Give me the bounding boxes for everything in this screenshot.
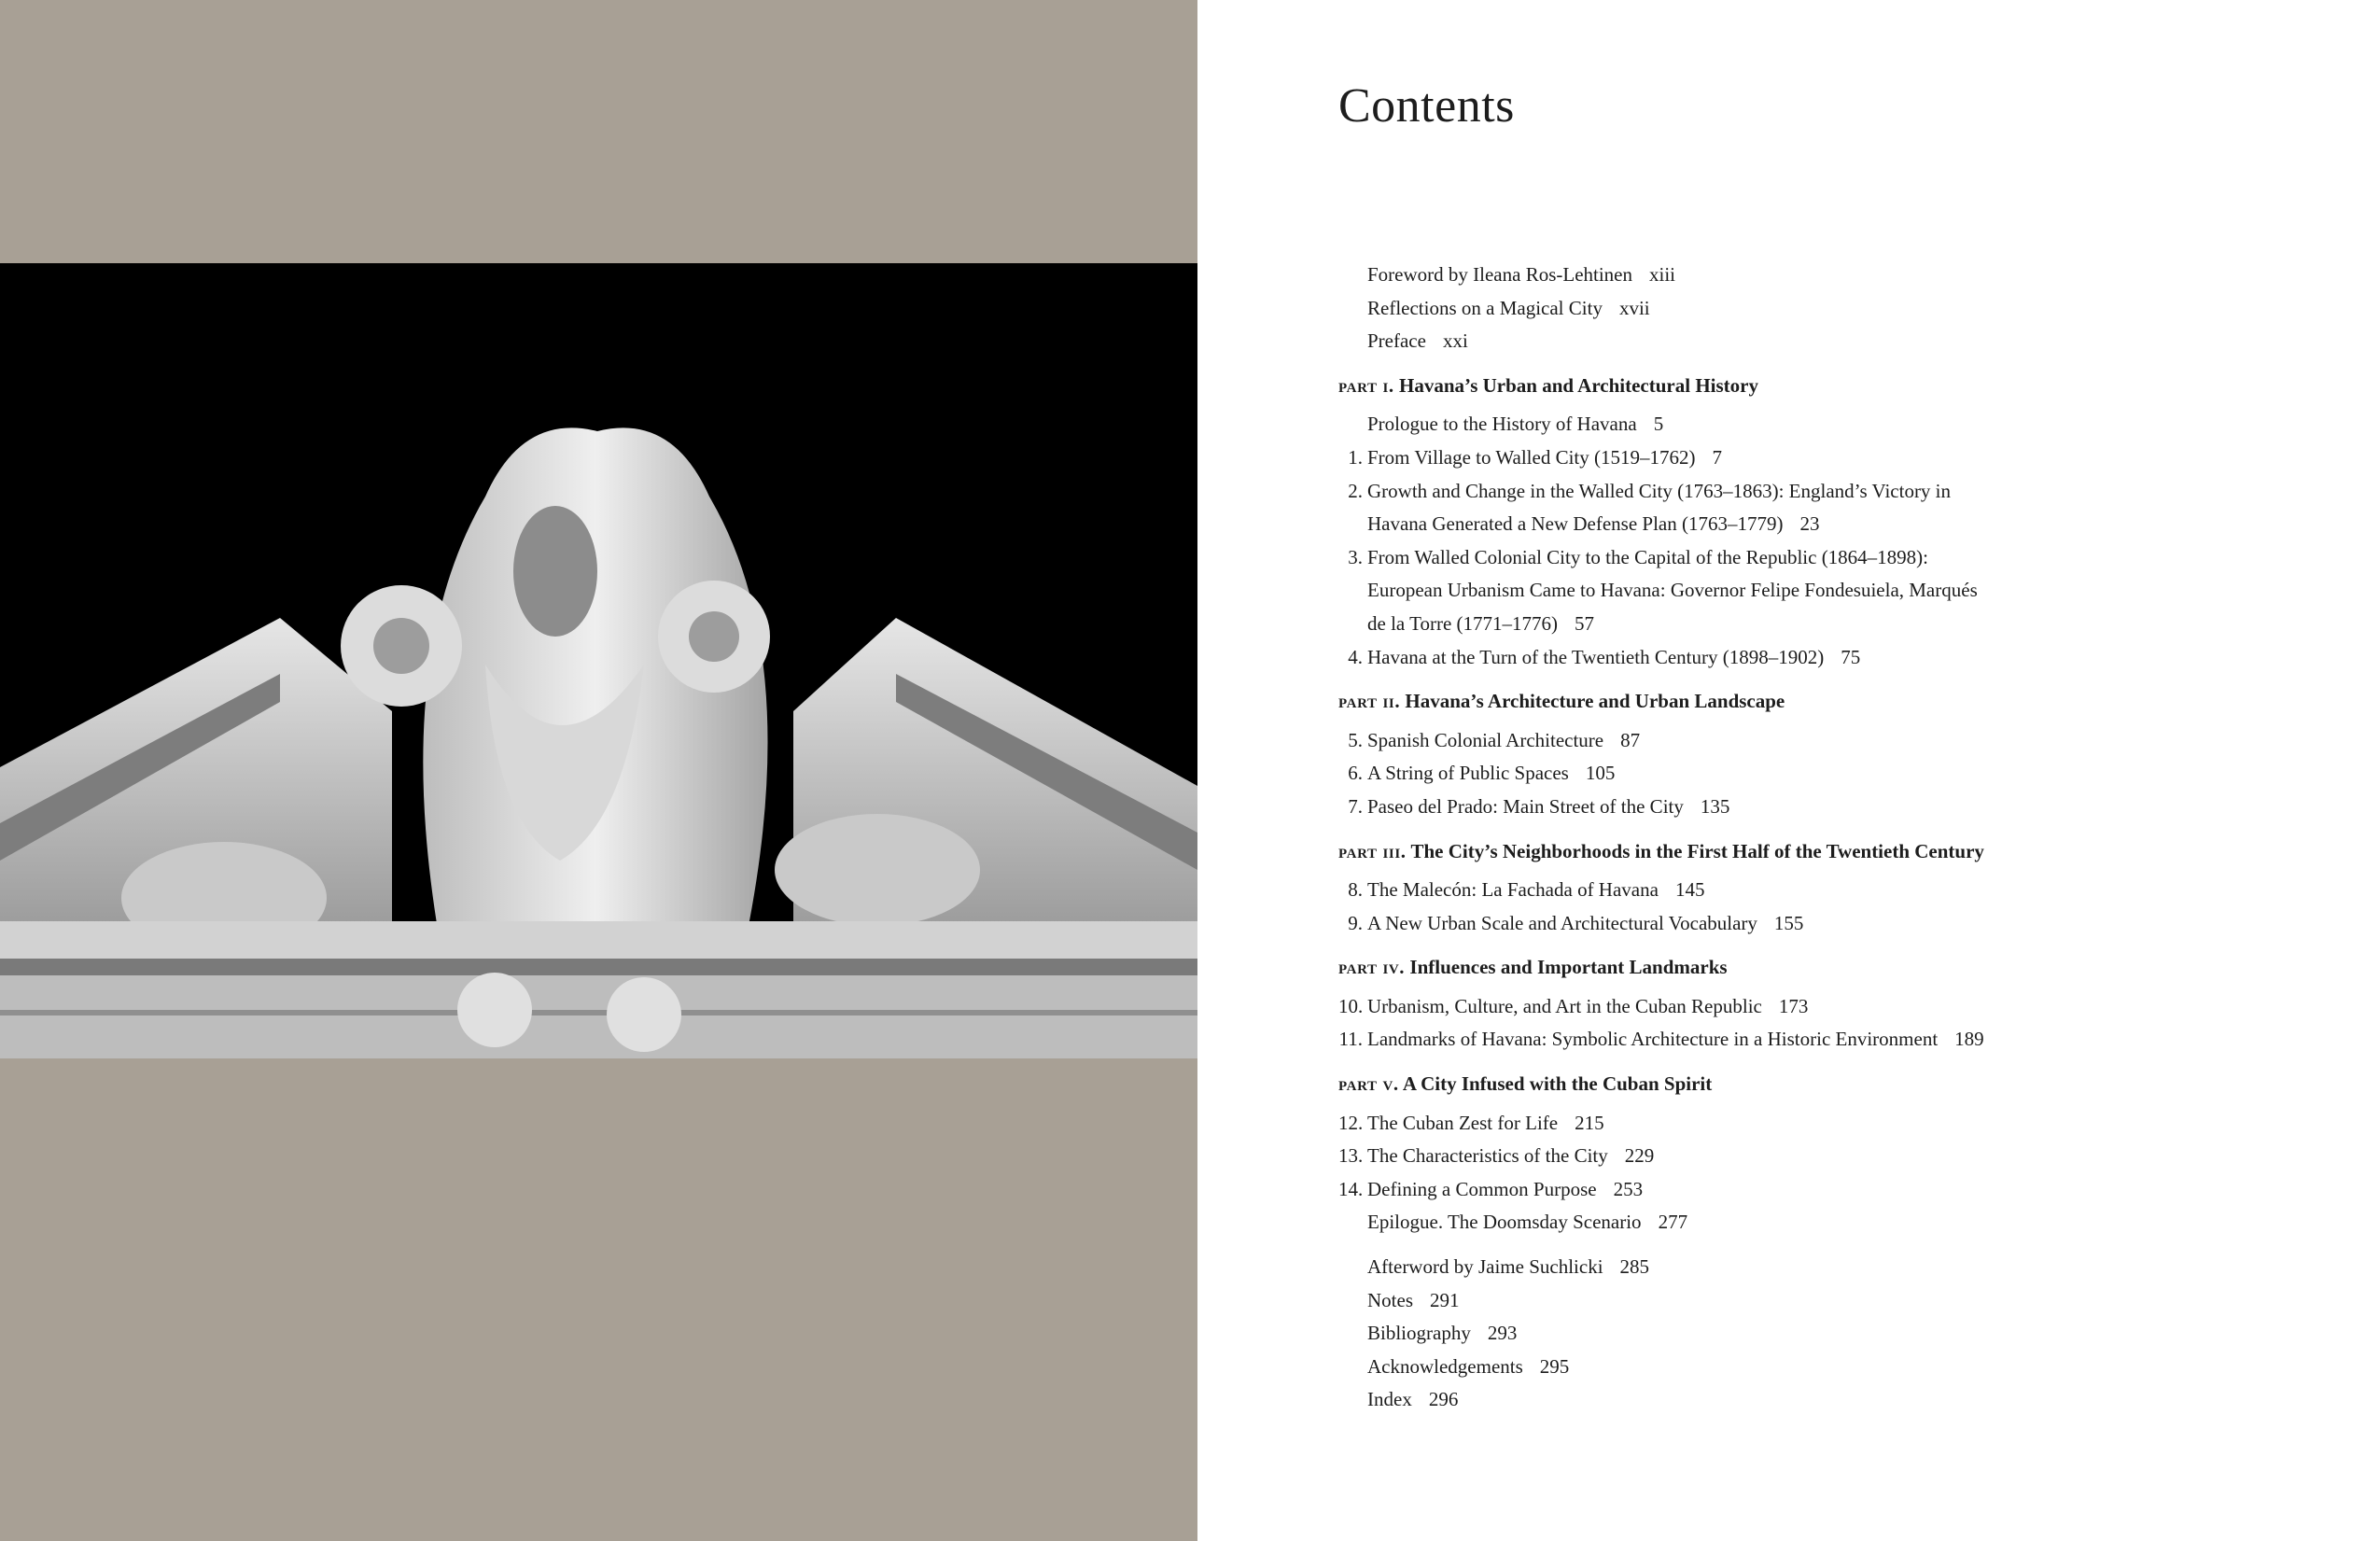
entry-page: 285 (1619, 1255, 1650, 1279)
part-label: part iii. (1338, 839, 1407, 862)
chapter-number: 11. (1338, 1028, 1363, 1051)
chapter-entry-line (1338, 508, 2290, 541)
front-matter-entry (1338, 259, 2290, 292)
chapter-entry-line (1338, 1023, 2290, 1057)
chapter-entry-line (1338, 1107, 2290, 1141)
table-of-contents (1338, 259, 2290, 1417)
chapter-number: 7. (1348, 794, 1363, 818)
chapter-page: 277 (1658, 1211, 1688, 1234)
part-heading (1338, 370, 2290, 403)
parts (1338, 370, 2290, 1240)
chapter-entry-line (1338, 475, 2290, 509)
chapter-entry-line (1338, 1173, 2290, 1207)
chapter-entry-line (1338, 1206, 2290, 1240)
chapter-number: 4. (1348, 645, 1363, 668)
chapter-title: European Urbanism Came to Havana: Governor Felipe Fondesuiela, Marqués (1367, 579, 1978, 602)
chapter-number: 13. (1338, 1144, 1364, 1168)
chapter-entry-line (1338, 408, 2290, 441)
chapter-page: 75 (1841, 645, 1861, 668)
chapter-title: A String of Public Spaces (1367, 762, 1569, 785)
chapter-page: 229 (1624, 1144, 1655, 1168)
chapter-entry-line (1338, 757, 2290, 791)
entry-page: 291 (1430, 1288, 1460, 1311)
chapter-entry-line (1338, 791, 2290, 824)
chapter-title: Spanish Colonial Architecture (1367, 728, 1604, 751)
part-title: Influences and Important Landmarks (1409, 956, 1728, 979)
back-matter-entry (1338, 1383, 2290, 1417)
entry-title: Reflections on a Magical City (1367, 296, 1603, 319)
chapter-number: 10. (1338, 994, 1364, 1017)
chapter-entry-line (1338, 608, 2290, 641)
chapter-number: 2. (1348, 479, 1363, 502)
entry-title: Preface (1367, 329, 1426, 353)
chapter-entry-line (1338, 907, 2290, 941)
chapter-page: 173 (1778, 994, 1809, 1017)
chapter-number: 12. (1338, 1111, 1364, 1134)
chapter-page: 155 (1773, 911, 1804, 934)
spacer (1338, 1240, 2290, 1251)
back-matter-entry (1338, 1251, 2290, 1284)
chapter-page: 135 (1700, 794, 1730, 818)
entry-title: Bibliography (1367, 1322, 1471, 1345)
chapter-title: The Malecón: La Fachada of Havana (1367, 878, 1659, 902)
part-title: A City Infused with the Cuban Spirit (1402, 1072, 1713, 1096)
chapter-number: 9. (1348, 911, 1363, 934)
back-matter (1338, 1251, 2290, 1417)
chapter-title: Prologue to the History of Havana (1367, 413, 1637, 436)
chapter-entry-line (1338, 990, 2290, 1024)
chapter-number: 5. (1348, 728, 1363, 751)
pediment-illustration (0, 263, 1197, 1058)
ornamental-pediment-photo (0, 263, 1197, 1058)
chapter-entry-line (1338, 724, 2290, 758)
entry-title: Afterword by Jaime Suchlicki (1367, 1255, 1603, 1279)
chapter-title: From Walled Colonial City to the Capital of the Republic (1864–1898): (1367, 545, 1929, 568)
chapter-title: Urbanism, Culture, and Art in the Cuban Republic (1367, 994, 1762, 1017)
chapter-title: Havana at the Turn of the Twentieth Century (1898–1902) (1367, 645, 1825, 668)
part-heading (1338, 835, 2290, 869)
entry-page: xvii (1618, 296, 1650, 319)
entry-title: Notes (1367, 1288, 1413, 1311)
entry-page: xxi (1442, 329, 1468, 353)
page-title: Contents (1338, 79, 1515, 133)
chapter-page: 87 (1620, 728, 1641, 751)
chapter-entry-line (1338, 541, 2290, 575)
chapter-entry-line (1338, 641, 2290, 675)
part-label: part iv. (1338, 956, 1406, 979)
chapter-page: 57 (1575, 611, 1595, 635)
part-label: part v. (1338, 1072, 1399, 1096)
entry-title: Index (1367, 1388, 1412, 1411)
chapter-number: 1. (1348, 445, 1363, 469)
chapter-entry-line (1338, 441, 2290, 475)
chapter-title: From Village to Walled City (1519–1762) (1367, 445, 1696, 469)
chapter-number: 14. (1338, 1177, 1364, 1200)
entry-page: 293 (1487, 1322, 1518, 1345)
chapter-page: 145 (1674, 878, 1705, 902)
chapter-page: 7 (1712, 445, 1722, 469)
entry-title: Foreword by Ileana Ros-Lehtinen (1367, 263, 1633, 286)
chapter-title: Paseo del Prado: Main Street of the City (1367, 794, 1684, 818)
back-matter-entry (1338, 1351, 2290, 1384)
entry-page: 296 (1428, 1388, 1459, 1411)
front-matter (1338, 259, 2290, 358)
part-heading (1338, 685, 2290, 719)
chapter-title: Epilogue. The Doomsday Scenario (1367, 1211, 1642, 1234)
chapter-page: 253 (1613, 1177, 1644, 1200)
front-matter-entry (1338, 292, 2290, 326)
part-title: Havana’s Architecture and Urban Landscape (1405, 690, 1785, 713)
chapter-title: Defining a Common Purpose (1367, 1177, 1597, 1200)
chapter-page: 105 (1585, 762, 1616, 785)
entry-title: Acknowledgements (1367, 1354, 1523, 1378)
front-matter-entry (1338, 325, 2290, 358)
part-label: part ii. (1338, 690, 1401, 713)
part-title: Havana’s Urban and Architectural History (1398, 373, 1758, 397)
part-heading (1338, 951, 2290, 985)
back-matter-entry (1338, 1317, 2290, 1351)
chapter-title: Growth and Change in the Walled City (1763–1863): England’s Victory in (1367, 479, 1952, 502)
chapter-title: de la Torre (1771–1776) (1367, 611, 1559, 635)
chapter-number: 8. (1348, 878, 1363, 902)
chapter-page: 215 (1575, 1111, 1604, 1134)
chapter-title: Havana Generated a New Defense Plan (1763–1779) (1367, 512, 1784, 536)
back-matter-entry (1338, 1284, 2290, 1318)
chapter-number: 6. (1348, 762, 1363, 785)
chapter-title: Landmarks of Havana: Symbolic Architecture in a Historic Environment (1367, 1028, 1939, 1051)
chapter-title: A New Urban Scale and Architectural Vocabulary (1367, 911, 1757, 934)
chapter-title: The Characteristics of the City (1367, 1144, 1608, 1168)
entry-page: xiii (1649, 263, 1676, 286)
chapter-entry-line (1338, 874, 2290, 907)
chapter-page: 189 (1954, 1028, 1984, 1051)
entry-page: 295 (1539, 1354, 1570, 1378)
chapter-page: 23 (1799, 512, 1820, 536)
part-label: part i. (1338, 373, 1394, 397)
chapter-page: 5 (1653, 413, 1664, 436)
part-title: The City’s Neighborhoods in the First Half of the Twentieth Century (1410, 839, 1984, 862)
chapter-number: 3. (1348, 545, 1363, 568)
part-heading (1338, 1068, 2290, 1101)
chapter-entry-line (1338, 1140, 2290, 1173)
chapter-entry-line (1338, 574, 2290, 608)
chapter-title: The Cuban Zest for Life (1367, 1111, 1559, 1134)
